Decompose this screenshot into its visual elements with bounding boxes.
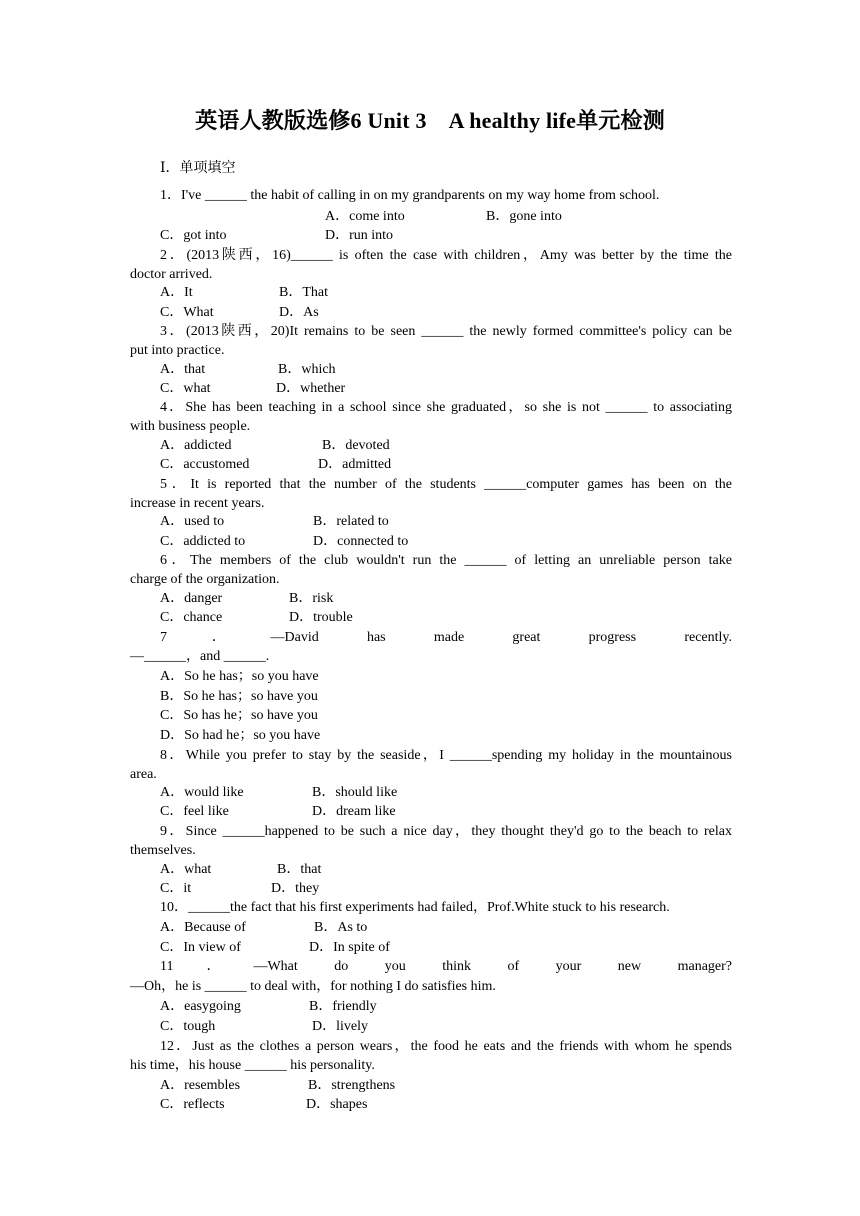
- question-9-stem-line: themselves.: [130, 843, 196, 858]
- question-2-stem-line: 2．(2013陕西，16)______ is often the case with children，Amy was better by the time the: [160, 248, 732, 263]
- question-6-option: B．risk: [289, 591, 334, 606]
- question-11-option: D．lively: [312, 1019, 368, 1034]
- question-4-option: D．admitted: [318, 457, 392, 472]
- question-2-option: D．As: [279, 305, 319, 320]
- question-5-stem-line: 5．It is reported that the number of the students ______computer games has been on the: [160, 477, 732, 492]
- question-2-stem-line: doctor arrived.: [130, 267, 213, 282]
- question-4-option: B．devoted: [322, 438, 390, 453]
- question-5-option: D．connected to: [313, 534, 409, 549]
- question-1-option: C．got into: [160, 228, 227, 243]
- question-5-option: A．used to: [160, 514, 225, 529]
- question-7-option: D．So had he；so you have: [160, 728, 321, 743]
- question-9-stem-line: 9．Since ______happened to be such a nice day，they thought they'd go to the beach to relax: [160, 824, 732, 839]
- question-12-option: A．resembles: [160, 1078, 241, 1093]
- question-2-option: A．It: [160, 285, 193, 300]
- question-4-option: C．accustomed: [160, 457, 250, 472]
- question-7-option: A．So he has；so you have: [160, 669, 319, 684]
- question-12-option: B．strengthens: [308, 1078, 396, 1093]
- question-10-option: A．Because of: [160, 920, 246, 935]
- question-6-option: A．danger: [160, 591, 223, 606]
- question-4-stem-line: 4．She has been teaching in a school since she graduated，so she is not ______ to associating: [160, 400, 732, 415]
- page-title-part1: 英语人教版选修6 Unit 3: [195, 108, 427, 133]
- question-8-stem-line: 8．While you prefer to stay by the seaside，I ______spending my holiday in the mountainous: [160, 748, 732, 763]
- question-9-option: A．what: [160, 862, 212, 877]
- question-3-option: D．whether: [276, 381, 346, 396]
- section-heading: Ⅰ．单项填空: [160, 161, 236, 176]
- question-10-option: D．In spite of: [309, 940, 390, 955]
- question-3-option: C．what: [160, 381, 211, 396]
- page-title-part2: A healthy life单元检测: [448, 108, 665, 133]
- question-11-stem-line: —Oh，he is ______ to deal with，for nothing I do satisfies him.: [130, 979, 496, 994]
- question-11-stem-line: 11．—What do you think of your new manager?: [160, 959, 732, 974]
- question-10-option: B．As to: [314, 920, 368, 935]
- question-9-option: B．that: [277, 862, 322, 877]
- question-8-option: B．should like: [312, 785, 398, 800]
- question-5-stem-line: increase in recent years.: [130, 496, 265, 511]
- question-11-option: C．tough: [160, 1019, 216, 1034]
- question-1-option: D．run into: [325, 228, 394, 243]
- question-7-stem-line: —______，and ______.: [130, 649, 270, 664]
- question-3-stem-line: put into practice.: [130, 343, 225, 358]
- question-4-option: A．addicted: [160, 438, 232, 453]
- page-title: [0, 104, 860, 135]
- question-6-option: C．chance: [160, 610, 223, 625]
- question-10-option: C．In view of: [160, 940, 241, 955]
- question-9-option: C．it: [160, 881, 192, 896]
- question-12-stem-line: his time，his house ______ his personality.: [130, 1058, 375, 1073]
- question-11-option: A．easygoing: [160, 999, 241, 1014]
- question-8-option: A．would like: [160, 785, 244, 800]
- question-9-option: D．they: [271, 881, 320, 896]
- question-7-option: C．So has he；so have you: [160, 708, 318, 723]
- question-7-stem-line: 7．—David has made great progress recently.: [160, 630, 732, 645]
- question-3-option: A．that: [160, 362, 206, 377]
- question-2-option: C．What: [160, 305, 214, 320]
- question-8-option: D．dream like: [312, 804, 396, 819]
- question-3-stem-line: 3．(2013陕西，20)It remains to be seen ______ the newly formed committee's policy can be: [160, 324, 732, 339]
- question-6-option: D．trouble: [289, 610, 353, 625]
- question-5-option: C．addicted to: [160, 534, 246, 549]
- question-11-option: B．friendly: [309, 999, 377, 1014]
- question-1-stem-line: 1．I've ______ the habit of calling in on my grandparents on my way home from school.: [160, 188, 660, 203]
- question-2-option: B．That: [279, 285, 328, 300]
- question-12-option: D．shapes: [306, 1097, 368, 1112]
- question-12-option: C．reflects: [160, 1097, 225, 1112]
- question-3-option: B．which: [278, 362, 336, 377]
- question-5-option: B．related to: [313, 514, 389, 529]
- question-10-stem-line: 10．______the fact that his first experiments had failed，Prof.White stuck to his research.: [160, 900, 670, 915]
- question-1-option: A．come into: [325, 209, 405, 224]
- question-8-option: C．feel like: [160, 804, 229, 819]
- question-8-stem-line: area.: [130, 767, 157, 782]
- question-1-option: B．gone into: [486, 209, 562, 224]
- question-6-stem-line: charge of the organization.: [130, 572, 280, 587]
- question-4-stem-line: with business people.: [130, 419, 251, 434]
- question-7-option: B．So he has；so have you: [160, 689, 318, 704]
- question-12-stem-line: 12．Just as the clothes a person wears，the food he eats and the friends with whom he spends: [160, 1039, 732, 1054]
- question-6-stem-line: 6．The members of the club wouldn't run the ______ of letting an unreliable person take: [160, 553, 732, 568]
